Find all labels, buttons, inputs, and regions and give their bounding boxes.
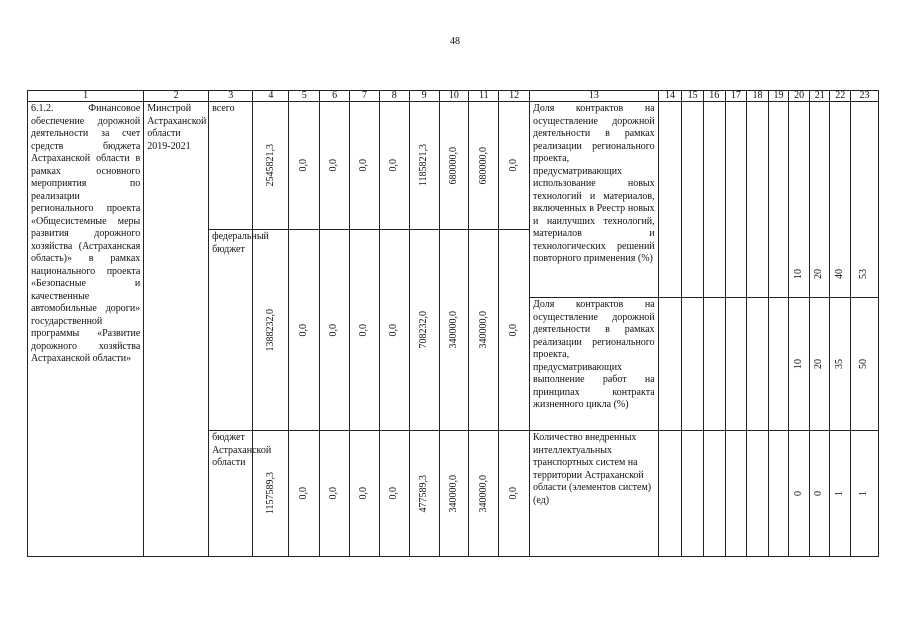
col-number-12: 12 bbox=[499, 91, 530, 102]
measure-name: 6.1.2. Финансовое обеспечение дорожной деятельности за счет средств бюджета Астраханской области в рамках основного мероприятия по реализации регионального проекта «Общесистемные меры развития дорожного хозяйства (Астраханская область)» в рамках национального проекта «Безопасные и качественные автомобильные дороги» государственной программы «Развитие дорожного хозяйства Астраханской области» bbox=[31, 103, 141, 364]
empty-cell bbox=[658, 102, 682, 298]
col-number-11: 11 bbox=[469, 91, 499, 102]
indicator-cell bbox=[530, 102, 659, 298]
empty-cell bbox=[682, 298, 704, 431]
funding-source: всего bbox=[212, 103, 235, 114]
funding-value: 708232,0 bbox=[417, 311, 429, 349]
indicator-value: 50 bbox=[858, 359, 870, 369]
indicator-cell bbox=[530, 431, 659, 557]
indicator-value-cell bbox=[789, 298, 810, 431]
value-cell bbox=[439, 431, 469, 557]
indicator-value-cell bbox=[809, 431, 830, 557]
col-number-21: 21 bbox=[809, 91, 830, 102]
indicator-value: 20 bbox=[813, 269, 825, 279]
empty-cell bbox=[682, 431, 704, 557]
value-cell bbox=[253, 102, 289, 230]
indicator-value: 1 bbox=[858, 491, 870, 496]
empty-cell bbox=[768, 298, 789, 431]
indicator-value: 0 bbox=[792, 491, 804, 496]
value-cell bbox=[409, 102, 439, 230]
empty-cell bbox=[725, 298, 747, 431]
value-cell bbox=[350, 102, 380, 230]
funding-value: 340000,0 bbox=[447, 311, 459, 349]
funding-value: 0,0 bbox=[388, 487, 400, 500]
funding-source: федеральный бюджет bbox=[212, 231, 269, 255]
col-number-13: 13 bbox=[530, 91, 659, 102]
value-cell bbox=[499, 431, 530, 557]
measure-name-cell bbox=[28, 102, 144, 557]
funding-value: 2545821,3 bbox=[264, 144, 276, 187]
indicator-value: 40 bbox=[834, 269, 846, 279]
value-cell bbox=[409, 230, 439, 431]
value-cell bbox=[350, 431, 380, 557]
funding-value: 0,0 bbox=[507, 159, 519, 172]
empty-cell bbox=[768, 431, 789, 557]
funding-value: 0,0 bbox=[358, 323, 370, 337]
funding-value: 680000,0 bbox=[477, 146, 489, 185]
col-number-18: 18 bbox=[747, 91, 769, 102]
col-number-23: 23 bbox=[851, 91, 879, 102]
funding-value: 0,0 bbox=[298, 487, 310, 500]
executor-cell bbox=[144, 102, 209, 557]
value-cell bbox=[379, 230, 409, 431]
indicator-value: 0 bbox=[813, 491, 825, 496]
funding-value: 340000,0 bbox=[477, 474, 489, 513]
empty-cell bbox=[725, 102, 747, 298]
value-cell bbox=[379, 102, 409, 230]
empty-cell bbox=[747, 431, 769, 557]
value-cell bbox=[499, 230, 530, 431]
funding-value: 0,0 bbox=[328, 159, 340, 172]
funding-value: 1388232,0 bbox=[264, 308, 276, 352]
col-number-10: 10 bbox=[439, 91, 469, 102]
indicator-text: Доля контрактов на осуществление дорожной деятельности в рамках реализации регионального проекта, предусматривающих выполнение работ на принципах контракта жизненного цикла (%) bbox=[533, 299, 655, 410]
indicator-value-cell bbox=[830, 298, 851, 431]
funding-value: 0,0 bbox=[358, 159, 370, 172]
source-cell bbox=[209, 102, 253, 230]
empty-cell bbox=[658, 298, 682, 431]
funding-value: 340000,0 bbox=[477, 311, 489, 349]
funding-value: 0,0 bbox=[328, 487, 340, 500]
program-table bbox=[27, 90, 879, 557]
indicator-text: Количество внедренных интеллектуальных транспортных систем на территории Астраханской области (элементов систем) (ед) bbox=[533, 432, 652, 506]
funding-value: 680000,0 bbox=[447, 146, 459, 185]
col-number-9: 9 bbox=[409, 91, 439, 102]
value-cell bbox=[320, 102, 350, 230]
indicator-value-cell bbox=[789, 102, 810, 298]
value-cell bbox=[320, 431, 350, 557]
indicator-value-cell bbox=[809, 298, 830, 431]
value-cell bbox=[289, 431, 320, 557]
indicator-value-cell bbox=[830, 102, 851, 298]
indicator-value: 35 bbox=[834, 359, 846, 369]
empty-cell bbox=[768, 102, 789, 298]
value-cell bbox=[499, 102, 530, 230]
col-number-1: 1 bbox=[28, 91, 144, 102]
value-cell bbox=[409, 431, 439, 557]
value-cell bbox=[379, 431, 409, 557]
indicator-value: 20 bbox=[813, 359, 825, 369]
funding-value: 0,0 bbox=[507, 487, 519, 500]
value-cell bbox=[469, 102, 499, 230]
executor: Минстрой Астраханской области 2019-2021 bbox=[147, 103, 207, 152]
funding-value: 0,0 bbox=[388, 159, 400, 172]
empty-cell bbox=[658, 431, 682, 557]
indicator-value: 10 bbox=[792, 269, 804, 279]
funding-value: 1157589,3 bbox=[264, 472, 276, 515]
funding-value: 0,0 bbox=[358, 487, 370, 500]
col-number-5: 5 bbox=[289, 91, 320, 102]
value-cell bbox=[439, 230, 469, 431]
funding-value: 0,0 bbox=[388, 323, 400, 337]
table-row-total-a bbox=[28, 102, 879, 230]
indicator-value-cell bbox=[830, 431, 851, 557]
indicator-text: Доля контрактов на осуществление дорожной деятельности в рамках реализации регионального проекта, предусматривающих использование новых технологий и материалов, включенных в Реестр новых и наилучших технологий, материалов и технологических решений повторного применения (%) bbox=[533, 103, 655, 264]
col-number-17: 17 bbox=[725, 91, 747, 102]
indicator-value: 10 bbox=[792, 359, 804, 369]
col-number-6: 6 bbox=[320, 91, 350, 102]
funding-value: 1185821,3 bbox=[417, 144, 429, 187]
col-number-14: 14 bbox=[658, 91, 682, 102]
funding-value: 0,0 bbox=[298, 159, 310, 172]
empty-cell bbox=[703, 102, 725, 298]
funding-value: 0,0 bbox=[328, 323, 340, 337]
col-number-16: 16 bbox=[703, 91, 725, 102]
column-number-row bbox=[28, 91, 879, 102]
page-number: 48 bbox=[450, 36, 460, 47]
value-cell bbox=[253, 230, 289, 431]
indicator-cell bbox=[530, 298, 659, 431]
col-number-22: 22 bbox=[830, 91, 851, 102]
funding-value: 477589,3 bbox=[417, 474, 429, 513]
empty-cell bbox=[747, 298, 769, 431]
value-cell bbox=[439, 102, 469, 230]
empty-cell bbox=[725, 431, 747, 557]
funding-value: 0,0 bbox=[298, 323, 310, 337]
col-number-3: 3 bbox=[209, 91, 253, 102]
col-number-20: 20 bbox=[789, 91, 810, 102]
col-number-2: 2 bbox=[144, 91, 209, 102]
indicator-value-cell bbox=[851, 102, 879, 298]
empty-cell bbox=[703, 298, 725, 431]
value-cell bbox=[469, 230, 499, 431]
empty-cell bbox=[703, 431, 725, 557]
funding-value: 340000,0 bbox=[447, 474, 459, 513]
source-cell bbox=[209, 230, 269, 431]
value-cell bbox=[289, 230, 320, 431]
value-cell bbox=[320, 230, 350, 431]
empty-cell bbox=[682, 102, 704, 298]
col-number-7: 7 bbox=[350, 91, 380, 102]
funding-source: бюджет Астраханской области bbox=[212, 432, 272, 468]
indicator-value: 1 bbox=[834, 491, 846, 496]
indicator-value-cell bbox=[851, 298, 879, 431]
col-number-8: 8 bbox=[379, 91, 409, 102]
funding-value: 0,0 bbox=[507, 323, 519, 337]
col-number-4: 4 bbox=[253, 91, 289, 102]
value-cell bbox=[289, 102, 320, 230]
col-number-19: 19 bbox=[768, 91, 789, 102]
indicator-value-cell bbox=[809, 102, 830, 298]
col-number-15: 15 bbox=[682, 91, 704, 102]
indicator-value-cell bbox=[789, 431, 810, 557]
empty-cell bbox=[747, 102, 769, 298]
indicator-value-cell bbox=[851, 431, 879, 557]
value-cell bbox=[469, 431, 499, 557]
value-cell bbox=[350, 230, 380, 431]
indicator-value: 53 bbox=[858, 269, 870, 279]
